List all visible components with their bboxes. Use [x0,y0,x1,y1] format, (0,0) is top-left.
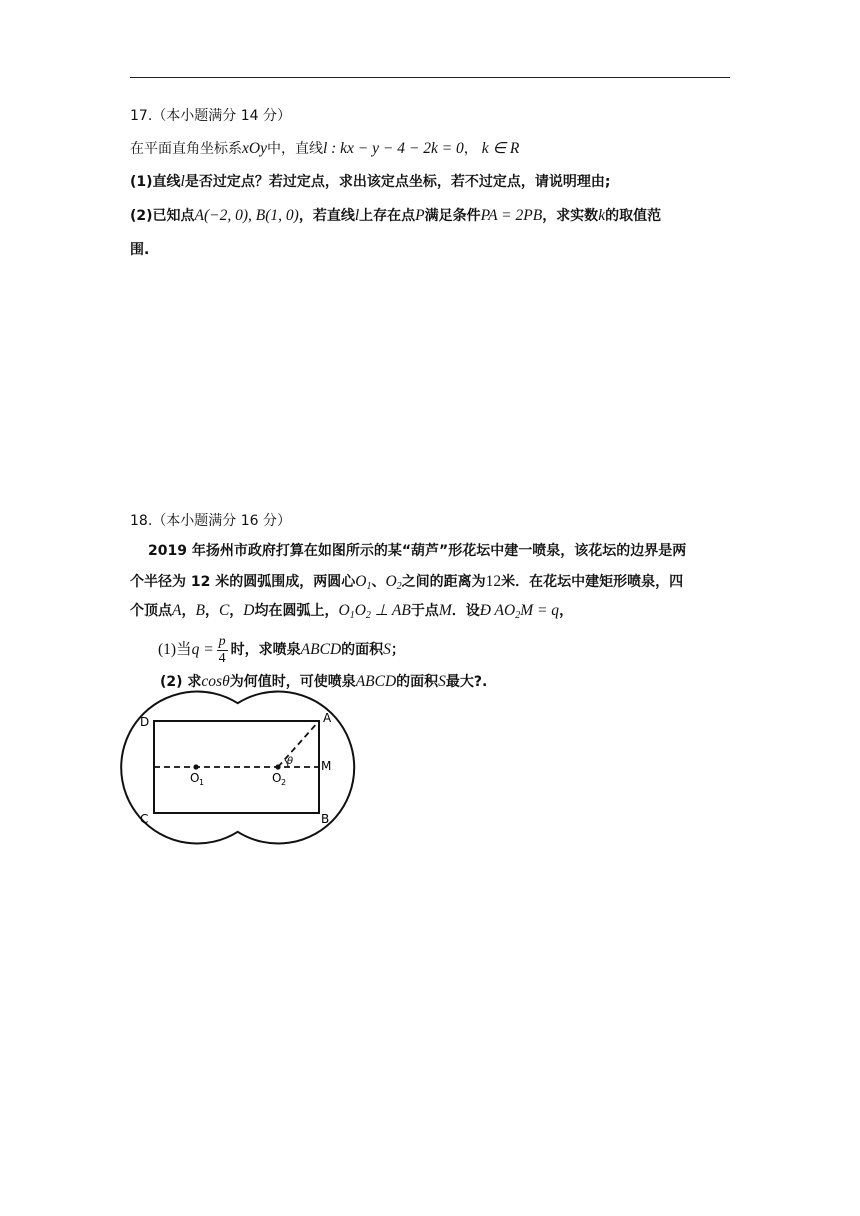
pi-over-4-fraction: $\frac{p}{4}$ [218,633,226,666]
radius-dashed-line [278,721,319,767]
q18-part1: (1)当q = $\frac{p}{4}$ 时，求喷泉ABCD的面积S； [158,633,405,666]
q18-line2: 个半径为 12 米的圆弧围成，两圆心$O_1$、$O_2$之间的距离为12米．在花坛中建矩形喷泉，四 [130,573,684,592]
label-o2-sub: 2 [281,778,287,787]
label-c: C [140,812,149,826]
label-a: A [323,711,332,725]
label-m: M [321,759,332,773]
label-o1: O [190,771,200,785]
label-o1-sub: 1 [199,778,205,787]
label-d: D [140,715,150,729]
q17-intro: 在平面直角坐标系xOy中，直线l : kx − y − 4 − 2k = 0， k ∈ R [130,140,520,157]
q17-part2: (2)已知点A(−2, 0), B(1, 0)，若直线l上存在点P满足条件PA = 2PB，求实数k的取值范 [130,207,662,224]
q18-line1: 2019 年扬州市政府打算在如图所示的某“葫芦”形花坛中建一喷泉，该花坛的边界是两 [148,543,687,559]
center-o1-dot [193,764,198,769]
q18-part2: (2) 求cosθ为何值时，可使喷泉ABCD的面积S最大?. [160,673,488,690]
label-o2: O [272,771,282,785]
label-b: B [321,812,330,826]
q17-part2-tail: 围. [130,242,150,258]
center-o2-dot [275,764,280,769]
q18-line3: 个顶点A，B，C，D均在圆弧上，$O_1O_2$ ⊥ AB于点M．设Ð $AO_2M = q$， [130,602,574,621]
q18-title: 18.（本小题满分 16 分） [130,513,291,529]
q17-part1: (1)直线l是否过定点？若过定点，求出该定点坐标，若不过定点，请说明理由; [130,173,611,190]
label-theta: θ [287,756,294,767]
q17-title: 17.（本小题满分 14 分） [130,108,291,124]
